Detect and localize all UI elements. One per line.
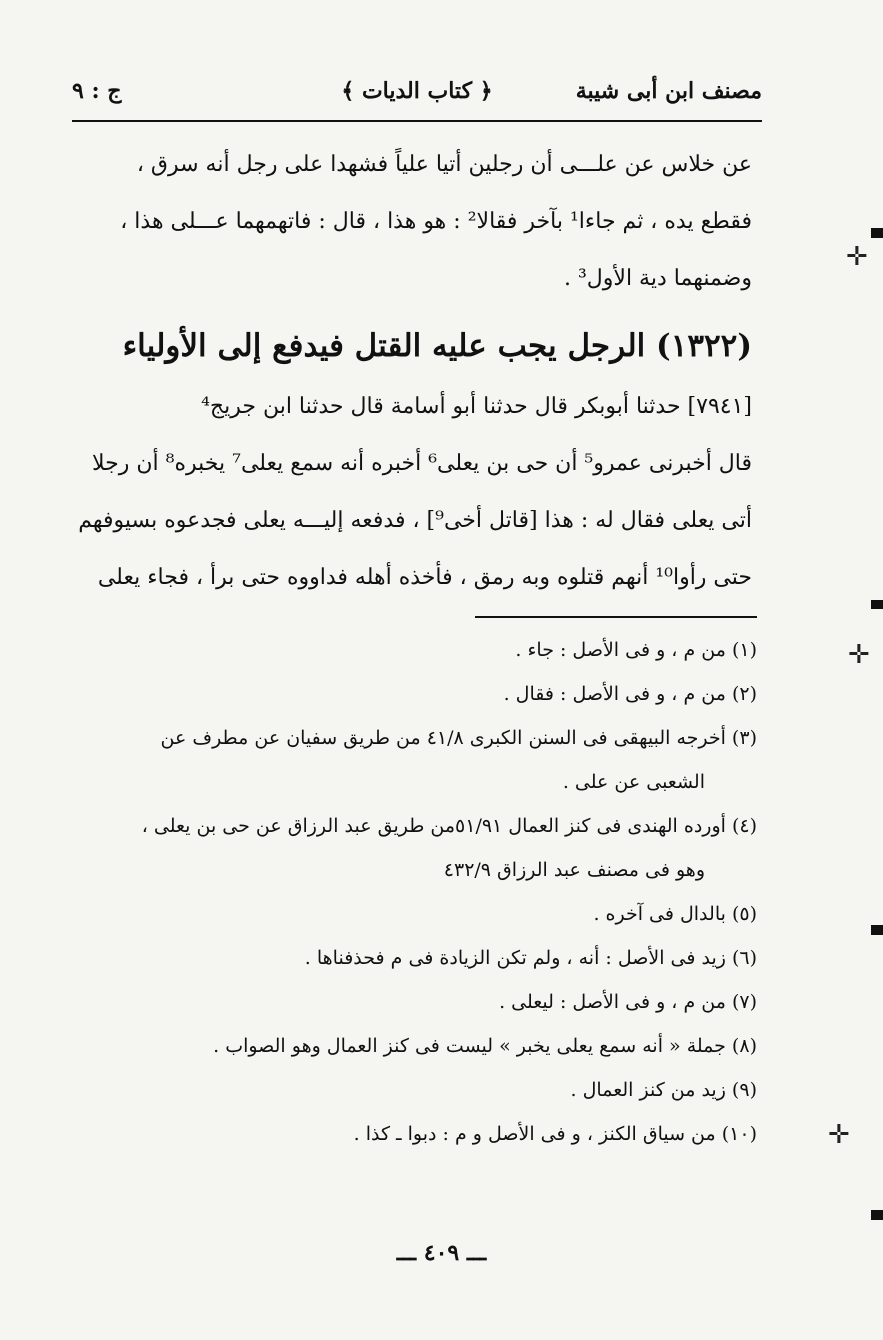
text-line: فقطع يده ، ثم جاءا¹ بآخر فقالا² : هو هذا ، قال : فاتهمهما عـــلى هذا ، <box>120 209 752 234</box>
footnote: (٥) بالدال فى آخره . <box>593 903 757 925</box>
footnote: (١٠) من سياق الكنز ، و فى الأصل و م : دبوا ـ كذا . <box>353 1123 757 1145</box>
crosshair-mark-icon: ✛ <box>828 1120 850 1150</box>
binding-mark <box>871 925 883 935</box>
volume-number: ج : ٩ <box>72 78 122 104</box>
footnote: (١) من م ، و فى الأصل : جاء . <box>515 639 757 661</box>
footnote: (٧) من م ، و فى الأصل : ليعلى . <box>499 991 757 1013</box>
text-line: عن خلاس عن علـــى أن رجلين أتيا علياً فشهدا على رجل أنه سرق ، <box>136 152 752 177</box>
text-line: أتى يعلى فقال له : هذا [قاتل أخى⁹] ، فدفعه إليـــه يعلى فجدعوه بسيوفهم <box>78 508 752 533</box>
book-title: مصنف ابن أبى شيبة <box>575 78 762 104</box>
binding-mark <box>871 600 883 609</box>
binding-mark <box>871 228 883 238</box>
footnote: (٤) أورده الهندى فى كنز العمال ٥١/٩١من طريق عبد الرزاق عن حى بن يعلى ، <box>141 815 757 837</box>
page-header <box>72 72 762 118</box>
footnote-continuation: وهو فى مصنف عبد الرزاق ٤٣٢/٩ <box>443 859 705 881</box>
header-divider <box>72 120 762 122</box>
footnote: (٢) من م ، و فى الأصل : فقال . <box>503 683 757 705</box>
footnote: (٩) زيد من كنز العمال . <box>570 1079 757 1101</box>
crosshair-mark-icon: ✛ <box>846 242 868 272</box>
footnote-continuation: الشعبى عن على . <box>562 771 705 793</box>
text-line: حتى رأوا¹⁰ أنهم قتلوه وبه رمق ، فأخذه أهله فداووه حتى برأ ، فجاء يعلى <box>97 565 752 590</box>
text-line: [٧٩٤١] حدثنا أبوبكر قال حدثنا أبو أسامة قال حدثنا ابن جريج⁴ <box>201 394 752 419</box>
crosshair-mark-icon: ✛ <box>848 640 870 670</box>
binding-mark <box>871 1210 883 1220</box>
footnotes <box>72 628 757 1156</box>
footnote-divider <box>475 616 757 618</box>
footnote: (٨) جملة « أنه سمع يعلى يخبر » ليست فى كنز العمال وهو الصواب . <box>213 1035 757 1057</box>
hadith-paragraph <box>75 378 752 606</box>
text-line: قال أخبرنى عمرو⁵ أن حى بن يعلى⁶ أخبره أنه سمع يعلى⁷ يخبره⁸ أن رجلا <box>92 451 752 476</box>
footnote: (٦) زيد فى الأصل : أنه ، ولم تكن الزيادة فى م فحذفناها . <box>304 947 757 969</box>
chapter-heading: (١٣٢٢) الرجل يجب عليه القتل فيدفع إلى الأولياء <box>122 328 752 364</box>
section-title: ﴿ كتاب الديات ﴾ <box>341 78 493 104</box>
text-line: وضمنهما دية الأول³ . <box>563 266 752 291</box>
footnote: (٣) أخرجه البيهقى فى السنن الكبرى ٤١/٨ من طريق سفيان عن مطرف عن <box>160 727 757 749</box>
intro-paragraph <box>75 136 752 307</box>
page-number: ـــ ٤٠٩ ـــ <box>396 1240 487 1266</box>
